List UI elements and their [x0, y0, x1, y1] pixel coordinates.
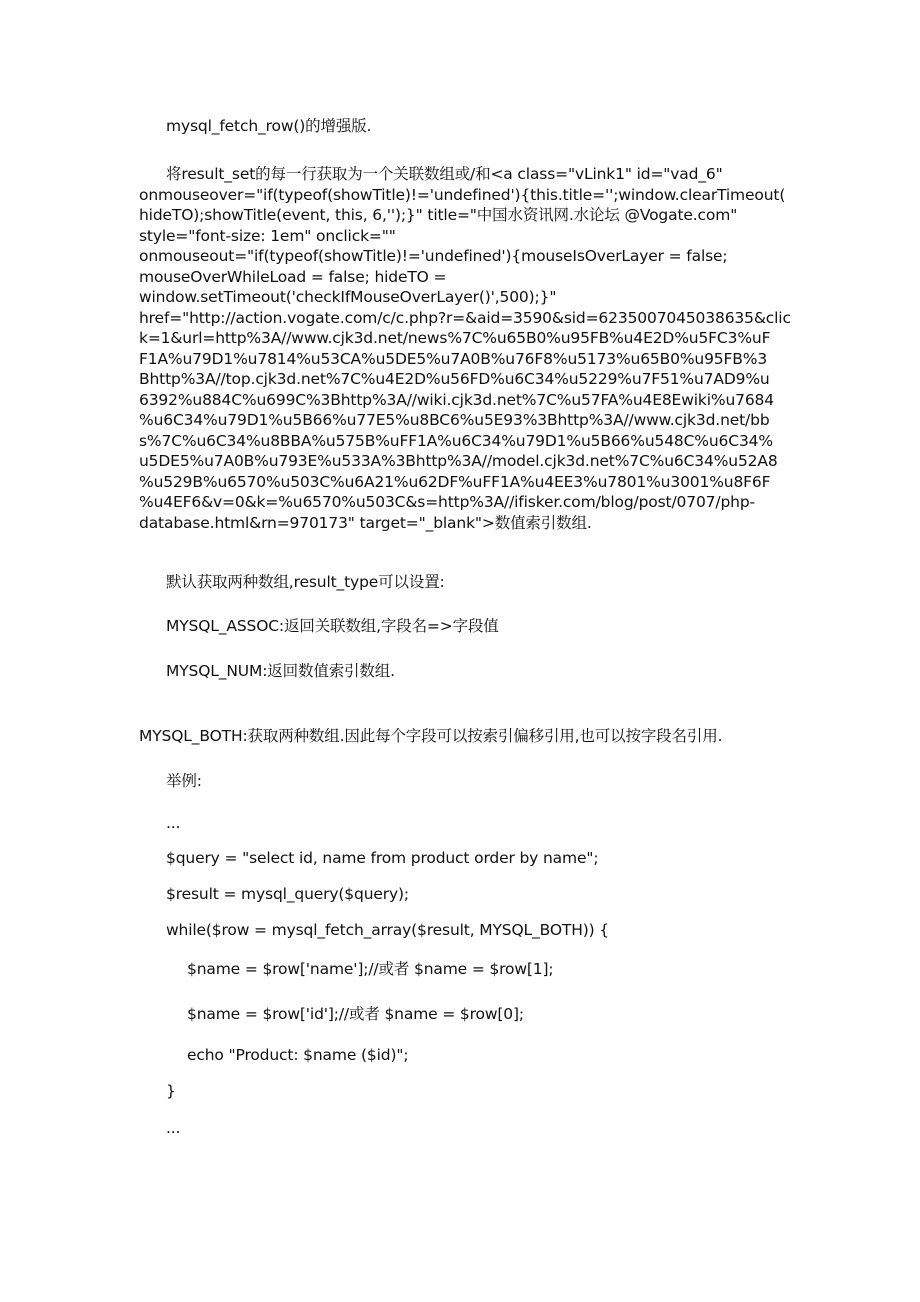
code-echo-line: echo "Product: $name ($id)"; [187, 1046, 409, 1064]
code-query-line: $query = "select id, name from product order by name"; [166, 849, 599, 867]
intro-text: mysql_fetch_row()的增强版. [166, 117, 372, 135]
description-line: onmouseout="if(typeof(showTitle)!='undefined'){mouseIsOverLayer = false; [139, 247, 728, 265]
code-close-brace: } [166, 1082, 176, 1100]
description-paragraph [139, 164, 789, 533]
description-line: u5DE5%u7A0B%u793E%u533A%3Bhttp%3A//model.cjk3d.net%7C%u6C34%u52A8 [139, 452, 778, 470]
code-while-line: while($row = mysql_fetch_array($result, MYSQL_BOTH)) { [166, 921, 609, 939]
default-note: 默认获取两种数组,result_type可以设置: [166, 573, 445, 591]
assoc-constant-text: MYSQL_ASSOC:返回关联数组,字段名=>字段值 [166, 617, 499, 635]
description-line: 将result_set的每一行获取为一个关联数组或/和<a class="vLink1" id="vad_6" [166, 165, 723, 183]
description-line: database.html&rn=970173" target="_blank">数值索引数组. [139, 513, 592, 532]
description-line: %u529B%u6570%u503C%u6A21%u62DF%uFF1A%u4EE3%u7801%u3001%u8F6F [139, 472, 771, 491]
description-line: F1A%u79D1%u7814%u53CA%u5DE5%u7A0B%u76F8%u5173%u65B0%u95FB%3 [139, 349, 768, 368]
code-ellipsis-bottom: ... [166, 1119, 181, 1137]
code-ellipsis-top: ... [166, 814, 181, 832]
example-label: 举例: [166, 772, 202, 790]
description-line: hideTO);showTitle(event, this, 6,'');}" title="中国水资讯网.水论坛 @Vogate.com" [139, 206, 738, 224]
description-line: href="http://action.vogate.com/c/c.php?r=&aid=3590&sid=6235007045038635&clic [139, 308, 791, 327]
description-line: onmouseover="if(typeof(showTitle)!='undefined'){this.title='';window.clearTimeout( [139, 185, 786, 204]
description-line: k=1&url=http%3A//www.cjk3d.net/news%7C%u65B0%u95FB%u4E2D%u5FC3%uF [139, 329, 771, 347]
code-result-line: $result = mysql_query($query); [166, 885, 409, 903]
description-line: style="font-size: 1em" onclick="" [139, 226, 396, 245]
description-line: %u6C34%u79D1%u5B66%u77E5%u8BC6%u5E93%3Bhttp%3A//www.cjk3d.net/bb [139, 411, 770, 429]
description-line: %u4EF6&v=0&k=%u6570%u503C&s=http%3A//ifisker.com/blog/post/0707/php- [139, 493, 755, 511]
code-id-line: $name = $row['id'];//或者 $name = $row[0]; [187, 1005, 524, 1023]
description-line: 6392%u884C%u699C%3Bhttp%3A//wiki.cjk3d.net%7C%u57FA%u4E8Ewiki%u7684 [139, 390, 774, 409]
description-line: Bhttp%3A//top.cjk3d.net%7C%u4E2D%u56FD%u6C34%u5229%u7F51%u7AD9%u [139, 370, 770, 388]
both-constant-text: MYSQL_BOTH:获取两种数组.因此每个字段可以按索引偏移引用,也可以按字段名引用. [139, 727, 723, 745]
description-line: mouseOverWhileLoad = false; hideTO = [139, 267, 447, 286]
num-constant-text: MYSQL_NUM:返回数值索引数组. [166, 662, 395, 680]
description-line: s%7C%u6C34%u8BBA%u575B%uFF1A%u6C34%u79D1%u5B66%u548C%u6C34% [139, 431, 773, 450]
code-name-line: $name = $row['name'];//或者 $name = $row[1]; [187, 960, 554, 978]
description-line: window.setTimeout('checkIfMouseOverLayer()',500);}" [139, 288, 557, 306]
